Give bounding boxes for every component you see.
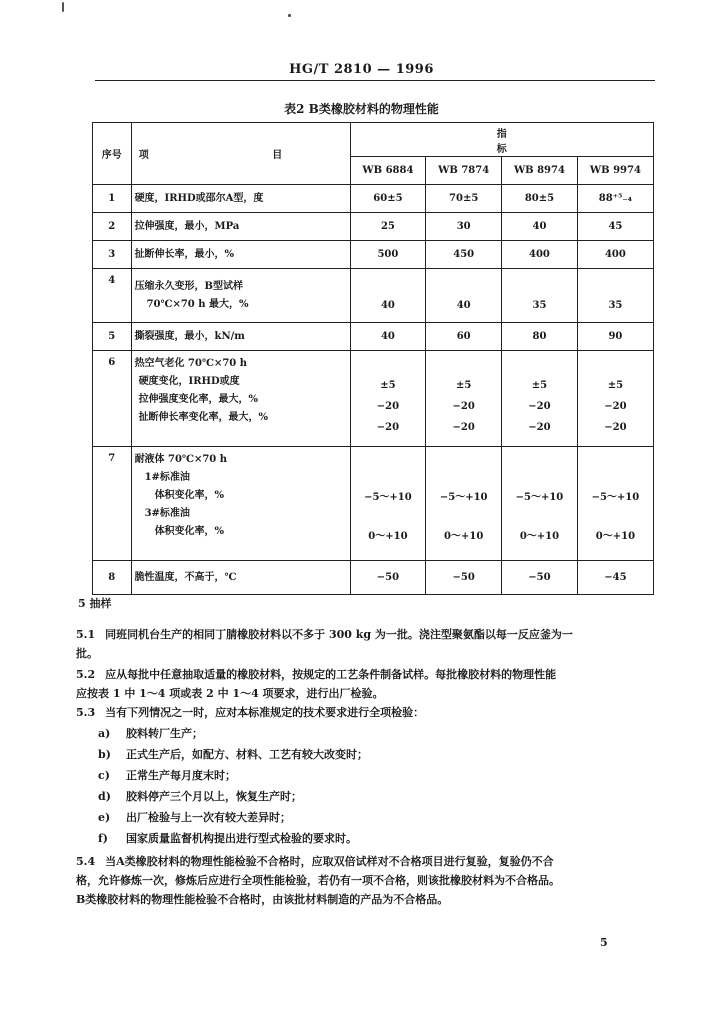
row-value: 35 [502,269,578,323]
paragraph-5-2 [76,665,648,703]
row-value: 500 [350,241,426,269]
row-item: 耐液体 70℃×70 h 1#标准油 体积变化率，% 3#标准油 体积变化率，% [131,447,350,561]
row-item: 脆性温度，不高于，℃ [131,561,350,595]
clause-text: 应按表 1 中 1～4 项或表 2 中 1～4 项要求，进行出厂检验。 [76,687,384,700]
row-value: 88⁺⁵₋₄ [577,185,653,213]
row-seq: 5 [93,323,132,351]
row-value: −5～+10 0～+10 [502,447,578,561]
row-value: 35 [577,269,653,323]
row-value: 40 [502,213,578,241]
row-value: 70±5 [426,185,502,213]
row-value: −5～+10 0～+10 [350,447,426,561]
grade-header: WB 8974 [502,157,578,185]
list-item: d) 胶料停产三个月以上，恢复生产时； [98,790,302,803]
row-value: 25 [350,213,426,241]
table-row [93,213,654,241]
col-header-indicator [350,123,653,157]
row-item: 扯断伸长率，最小，% [131,241,350,269]
table-header-row [93,123,654,157]
row-value: 90 [577,323,653,351]
clause-text: 格，允许修炼一次，修炼后应进行全项性能检验，若仍有一项不合格，则该批橡胶材料为不合格品。 [76,874,560,887]
list-item: a) 胶料转厂生产； [98,727,203,740]
row-seq: 6 [93,351,132,447]
scan-speck [62,2,64,12]
table-row [93,269,654,323]
list-item: f) 国家质量监督机构提出进行型式检验的要求时。 [98,832,357,845]
clause-text: 应从每批中任意抽取适量的橡胶材料，按规定的工艺条件制备试样。每批橡胶材料的物理性能 [105,668,557,681]
table-row [93,241,654,269]
row-value: −50 [350,561,426,595]
row-value: −50 [502,561,578,595]
row-value: 45 [577,213,653,241]
row-item: 拉伸强度，最小，MPa [131,213,350,241]
row-value: 60±5 [350,185,426,213]
row-value: 450 [426,241,502,269]
paragraph-5-1 [76,625,648,663]
row-item: 硬度，IRHD或邵尔A型，度 [131,185,350,213]
row-seq: 2 [93,213,132,241]
list-item: c) 正常生产每月度末时； [98,769,236,782]
row-value: −5～+10 0～+10 [577,447,653,561]
row-value: −5～+10 0～+10 [426,447,502,561]
scan-speck [288,14,291,17]
table-row [93,323,654,351]
row-value: −45 [577,561,653,595]
row-value: 400 [577,241,653,269]
row-seq: 3 [93,241,132,269]
row-item: 撕裂强度，最小，kN/m [131,323,350,351]
list-item: e) 出厂检验与上一次有较大差异时； [98,811,291,824]
table-row [93,351,654,447]
row-value: ±5 −20 −20 [426,351,502,447]
row-seq: 7 [93,447,132,561]
paragraph-5-4 [76,852,648,909]
clause-number: 5.4 [76,855,96,868]
clause-text: 同班同机台生产的相同丁腈橡胶材料以不多于 300 kg 为一批。浇注型聚氨酯以每一反应釜为一 [105,628,573,641]
row-value: 40 [350,323,426,351]
row-value: 80±5 [502,185,578,213]
properties-table [92,122,654,595]
grade-header: WB 7874 [426,157,502,185]
clause-number: 5.1 [76,628,96,641]
grade-header: WB 6884 [350,157,426,185]
indicator-char-2: 标 [496,143,507,155]
row-value: 40 [426,269,502,323]
row-seq: 4 [93,269,132,323]
col-header-seq: 序号 [93,123,132,185]
clause-number: 5.2 [76,668,96,681]
row-item: 压缩永久变形，B型试样 70℃×70 h 最大，% [131,269,350,323]
row-value: ±5 −20 −20 [502,351,578,447]
clause-text: 批。 [76,647,98,660]
table-caption: 表2 B类橡胶材料的物理性能 [284,102,439,116]
clause-text: 当A类橡胶材料的物理性能检验不合格时，应取双倍试样对不合格项目进行复验，复验仍不合 [105,855,554,868]
row-value: 80 [502,323,578,351]
row-value: 60 [426,323,502,351]
row-value: ±5 −20 −20 [350,351,426,447]
col-header-item: 项 目 [131,123,350,185]
row-value: −50 [426,561,502,595]
header-rule [95,80,655,81]
row-seq: 8 [93,561,132,595]
row-item: 热空气老化 70℃×70 h 硬度变化，IRHD或度 拉伸强度变化率，最大，% 扯断伸长率变化率，最大，% [131,351,350,447]
row-seq: 1 [93,185,132,213]
clause-text: 当有下列情况之一时，应对本标准规定的技术要求进行全项检验： [105,706,425,719]
list-item: b) 正式生产后，如配方、材料、工艺有较大改变时； [98,748,368,761]
row-value: 400 [502,241,578,269]
table-row [93,185,654,213]
paragraph-5-3 [76,703,648,722]
standard-code: HG/T 2810 — 1996 [289,62,434,77]
section-5-title: 5 抽样 [78,597,112,610]
grade-header: WB 9974 [577,157,653,185]
table-row [93,561,654,595]
table-row [93,447,654,561]
row-value: ±5 −20 −20 [577,351,653,447]
page-number: 5 [600,936,608,949]
clause-number: 5.3 [76,706,96,719]
clause-text: B类橡胶材料的物理性能检验不合格时，由该批材料制造的产品为不合格品。 [76,893,449,906]
row-value: 40 [350,269,426,323]
row-value: 30 [426,213,502,241]
indicator-char-1: 指 [496,128,507,140]
